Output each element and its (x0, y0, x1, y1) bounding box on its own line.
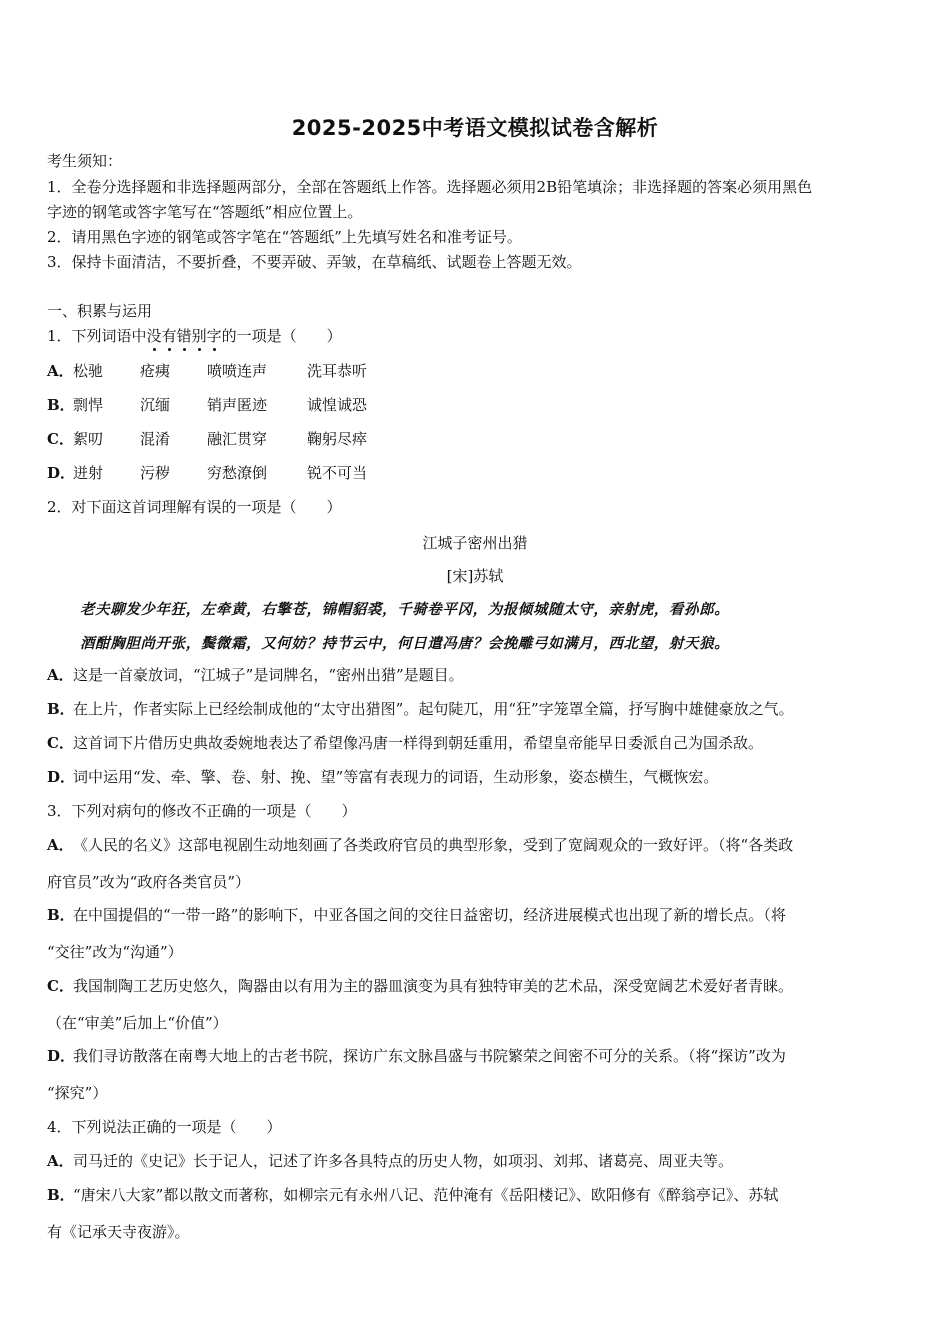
q2-option-b[interactable] (47, 699, 794, 719)
option-text: 在中国提倡的“一带一路”的影响下，中亚各国之间的交往日益密切，经济进展模式也出现了新的增长点。（将 (73, 906, 786, 924)
option-label: B． (47, 906, 75, 924)
dotted-char: 别 (191, 327, 207, 345)
question-2-stem: 2．对下面这首词理解有误的一项是（ ） (47, 498, 342, 516)
option-word: 松驰 (73, 362, 104, 380)
notice-item: 3．保持卡面清洁，不要折叠，不要弄破、弄皱，在草稿纸、试题卷上答题无效。 (47, 253, 582, 271)
option-word: 穷愁潦倒 (207, 464, 268, 482)
option-word: 锐不可当 (307, 464, 368, 482)
option-word: 销声匿迹 (207, 396, 268, 414)
option-word: 剽悍 (73, 396, 104, 414)
page-title: 2025-2025中考语文模拟试卷含解析 (291, 116, 659, 140)
notice-item: 字迹的钢笔或答字笔写在“答题纸”相应位置上。 (47, 203, 363, 221)
option-label: C． (47, 977, 74, 995)
q2-option-c[interactable] (47, 733, 763, 753)
option-label: D． (47, 1047, 76, 1065)
option-label: A． (47, 362, 74, 380)
poem-title: 江城子密州出猎 (422, 534, 528, 552)
stem-text: 1．下列词语中 (47, 327, 147, 345)
option-label: B． (47, 1186, 75, 1204)
option-text: 我国制陶工艺历史悠久，陶器由以有用为主的器皿演变为具有独特审美的艺术品，深受宽阔艺术爱好者青睐。 (73, 977, 794, 995)
option-continuation: “探究”） (47, 1084, 108, 1102)
option-word: 鞠躬尽瘁 (307, 430, 368, 448)
option-word: 混淆 (140, 430, 171, 448)
q3-option-a[interactable] (47, 835, 793, 855)
dotted-char: 字 (206, 327, 222, 345)
option-label: B． (47, 700, 75, 718)
option-word: 诚惶诚恐 (307, 396, 368, 414)
question-4-stem: 4．下列说法正确的一项是（ ） (47, 1118, 282, 1136)
option-word: 污秽 (140, 464, 171, 482)
question-3-stem: 3．下列对病句的修改不正确的一项是（ ） (47, 802, 357, 820)
dotted-char: 错 (176, 327, 192, 345)
option-label: C． (47, 430, 74, 448)
q2-option-a[interactable] (47, 665, 464, 685)
option-text: 司马迁的《史记》长于记人，记述了许多各具特点的历史人物，如项羽、刘邦、诸葛亮、周亚夫等。 (73, 1152, 734, 1170)
option-label: B． (47, 396, 75, 414)
dotted-char: 有 (161, 327, 177, 345)
q4-option-b[interactable] (47, 1185, 778, 1205)
poem-line: 酒酣胸胆尚开张，鬓微霜，又何妨？持节云中，何日遣冯唐？会挽雕弓如满月，西北望，射天狼。 (80, 635, 730, 652)
option-text: 这是一首豪放词，“江城子”是词牌名，“密州出猎”是题目。 (73, 666, 464, 684)
q1-option-b[interactable] (47, 395, 367, 415)
option-continuation: （在“审美”后加上“价值”） (47, 1014, 228, 1032)
option-word: 迸射 (73, 464, 104, 482)
option-continuation: “交往”改为“沟通”） (47, 943, 183, 961)
poem-author: [宋]苏轼 (446, 567, 504, 585)
option-label: A． (47, 666, 74, 684)
option-text: 这首词下片借历史典故委婉地表达了希望像冯唐一样得到朝廷重用，希望皇帝能早日委派自己为国杀敌。 (73, 734, 764, 752)
option-text: 我们寻访散落在南粤大地上的古老书院，探访广东文脉昌盛与书院繁荣之间密不可分的关系。（将“探访”改为 (73, 1047, 786, 1065)
option-label: A． (47, 836, 74, 854)
option-word: 喷喷连声 (207, 362, 268, 380)
option-word: 融汇贯穿 (207, 430, 268, 448)
question-1-stem (47, 326, 342, 346)
q3-option-d[interactable] (47, 1046, 786, 1066)
option-text: 在上片，作者实际上已经绘制成他的“太守出猎图”。起句陡兀，用“狂”字笼罩全篇，抒写胸中雄健豪放之气。 (73, 700, 794, 718)
option-word: 沉缅 (140, 396, 171, 414)
option-word: 絮叨 (73, 430, 104, 448)
notice-heading: 考生须知： (47, 152, 123, 170)
option-text: 词中运用“发、牵、擎、卷、射、挽、望”等富有表现力的词语，生动形象，姿态横生，气概恢宏。 (73, 768, 719, 786)
q4-option-a[interactable] (47, 1151, 733, 1171)
poem-line: 老夫聊发少年狂，左牵黄，右擎苍，锦帽貂裘，千骑卷平冈，为报倾城随太守，亲射虎，看孙郎。 (80, 601, 730, 618)
section-heading: 一、积累与运用 (47, 302, 153, 320)
notice-item: 1．全卷分选择题和非选择题两部分，全部在答题纸上作答。选择题必须用2B铅笔填涂；非选择题的答案必须用黑色 (47, 178, 813, 196)
option-continuation: 有《记承天寺夜游》。 (47, 1223, 190, 1241)
q2-option-d[interactable] (47, 767, 718, 787)
q3-option-b[interactable] (47, 905, 786, 925)
dotted-char: 没 (146, 327, 162, 345)
option-text: “唐宋八大家”都以散文而著称，如柳宗元有永州八记、范仲淹有《岳阳楼记》、欧阳修有《醉翁亭记》、苏轼 (73, 1186, 779, 1204)
stem-text: 的一项是（ ） (221, 327, 342, 345)
option-word: 疮痍 (140, 362, 171, 380)
option-label: D． (47, 464, 76, 482)
option-text: 《人民的名义》这部电视剧生动地刻画了各类政府官员的典型形象，受到了宽阔观众的一致好评。（将“各类政 (73, 836, 794, 854)
option-continuation: 府官员”改为“政府各类官员”） (47, 873, 251, 891)
q1-option-c[interactable] (47, 429, 367, 449)
option-label: C． (47, 734, 74, 752)
q3-option-c[interactable] (47, 976, 793, 996)
option-label: A． (47, 1152, 74, 1170)
q1-option-d[interactable] (47, 463, 367, 483)
option-word: 洗耳恭听 (307, 362, 368, 380)
notice-item: 2．请用黑色字迹的钢笔或答字笔在“答题纸”上先填写姓名和准考证号。 (47, 228, 522, 246)
option-label: D． (47, 768, 76, 786)
q1-option-a[interactable] (47, 361, 367, 381)
